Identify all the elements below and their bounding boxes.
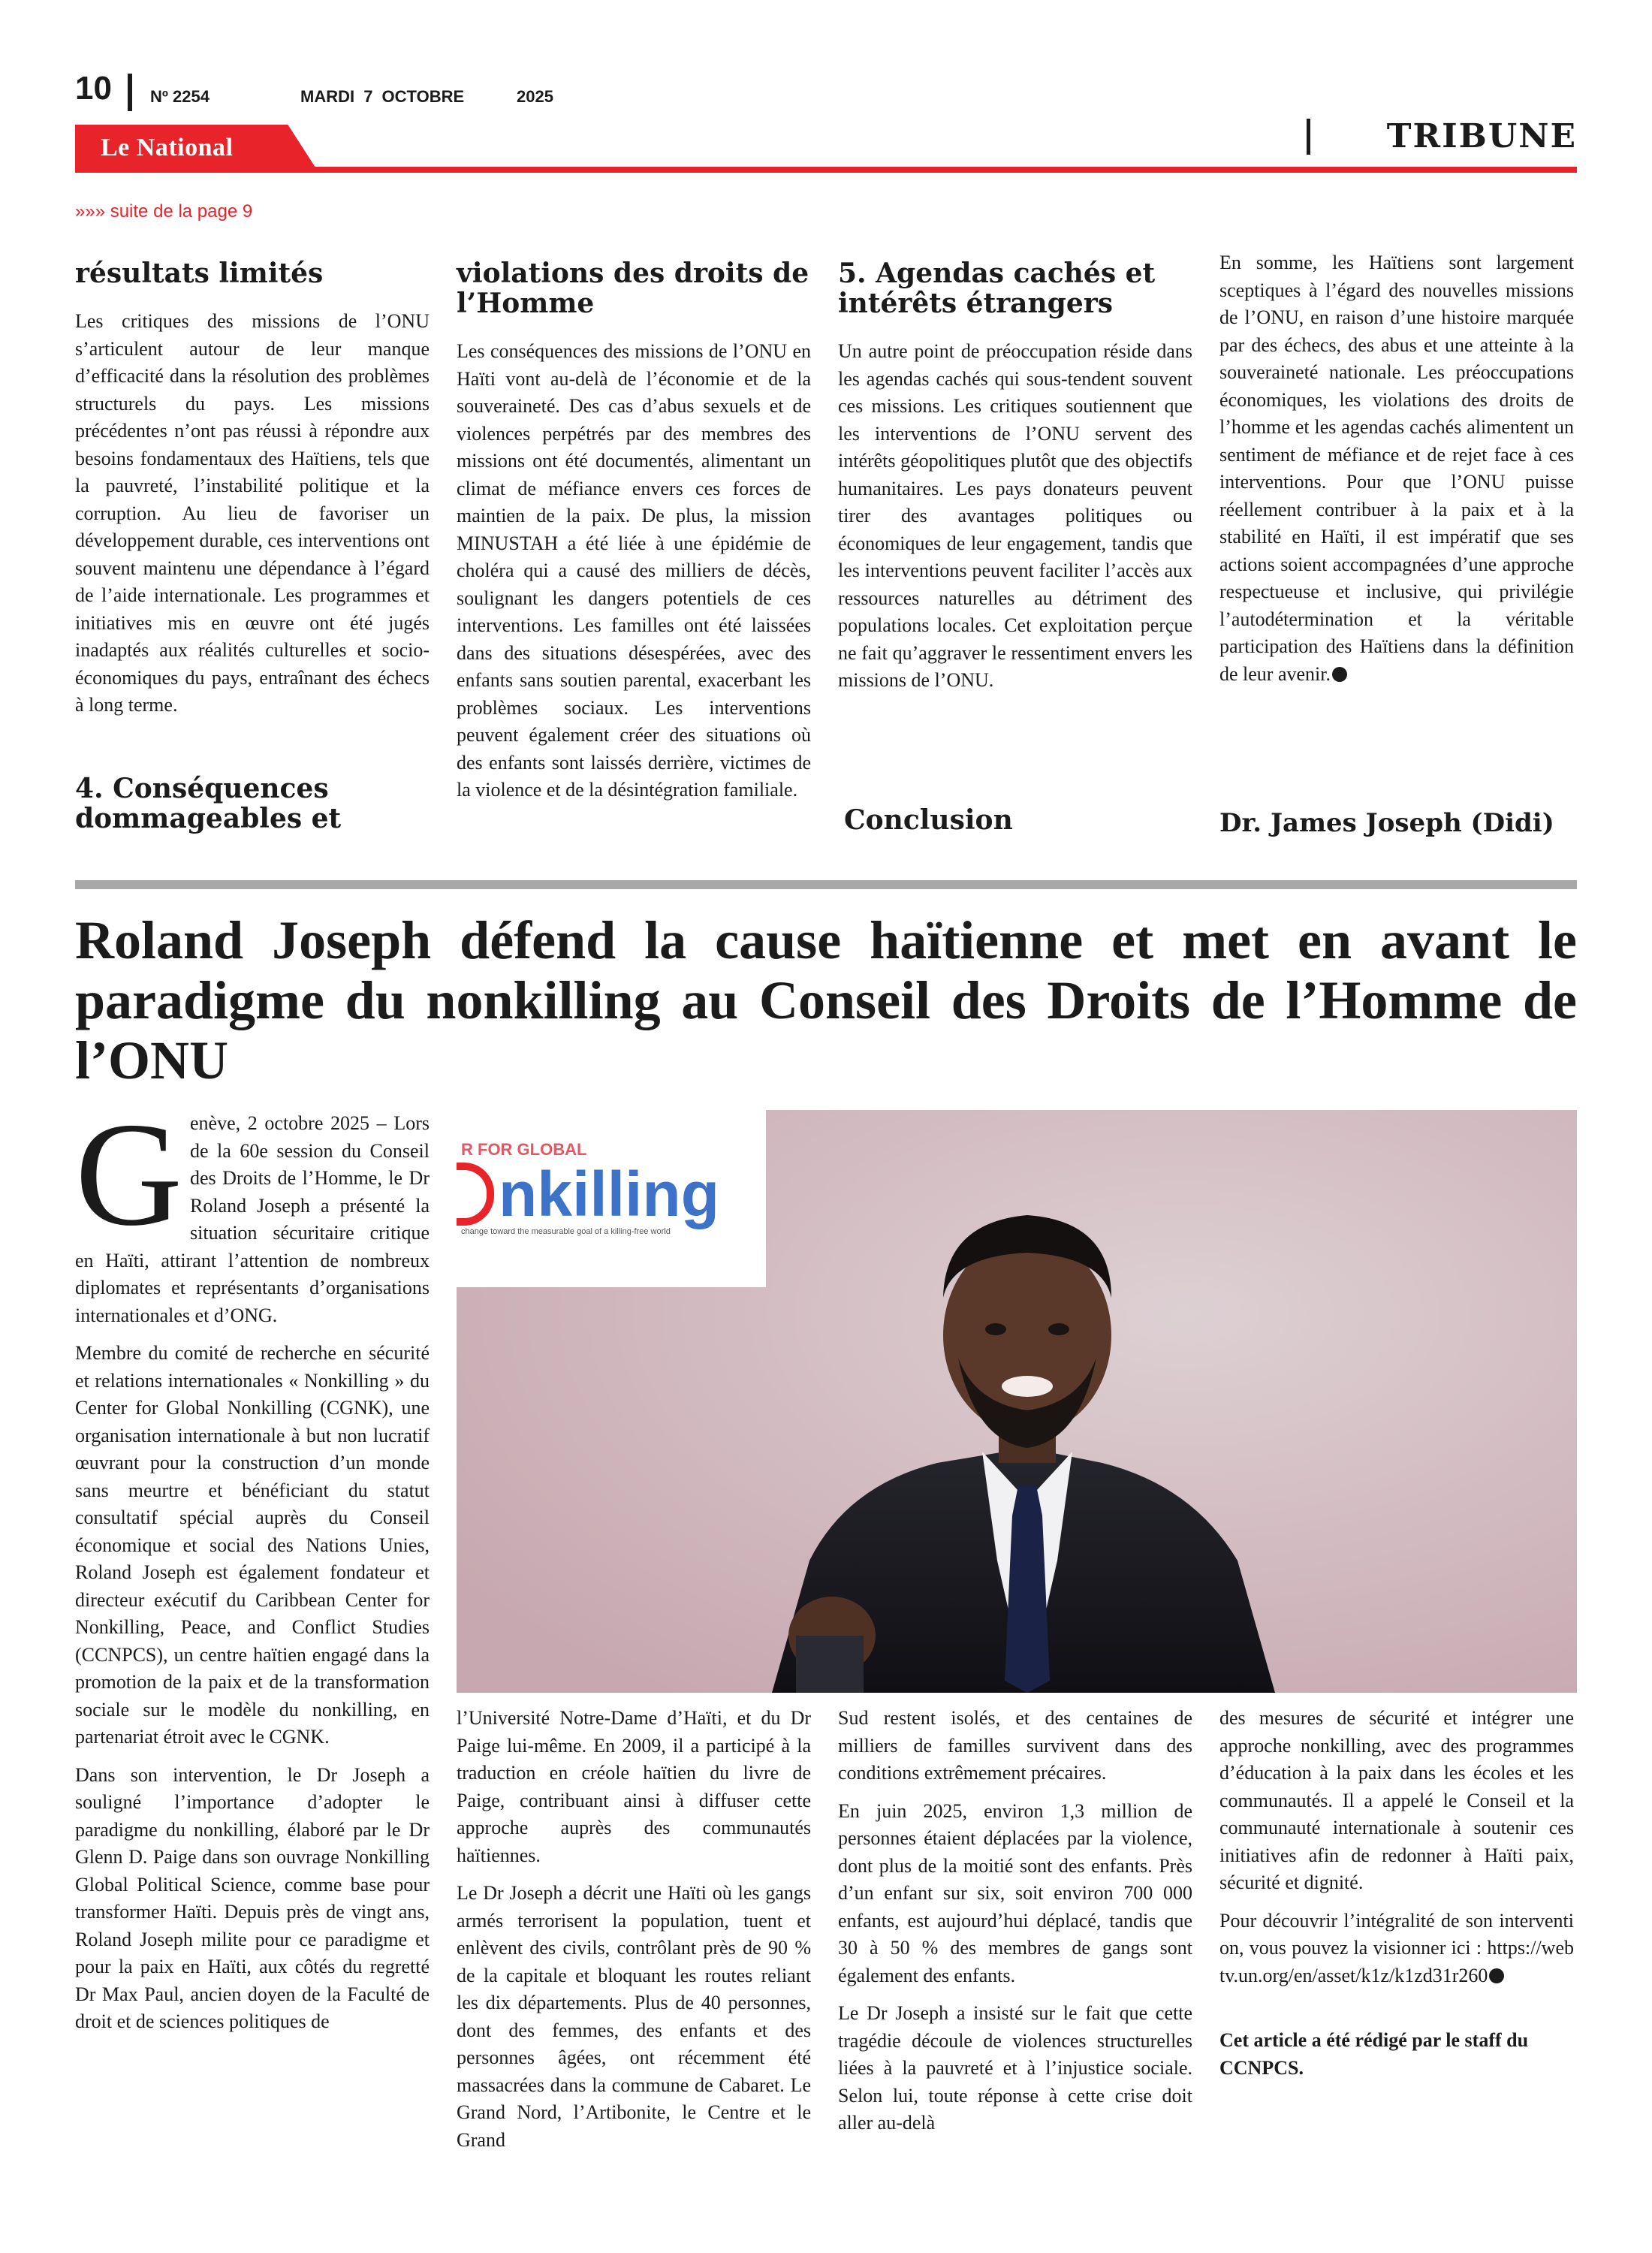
subheading-resultats: résultats limités — [75, 258, 324, 289]
top-col-4 — [1219, 249, 1574, 688]
paragraph: Pour découvrir l’intégralité de son intervention, vous pouvez la visionner ici : https://webtv.un.org/en/asset/k1z/k1zd31r260 — [1219, 1909, 1574, 1986]
paragraph: Membre du comité de recherche en sécurité et relations internationales « Nonkilling » du Center for Global Nonkilling (CGNK), une organisation internationale à but non lucratif œuvrant pour la construction d’un monde sans meurtre et bénéficiant du statut consultatif spécial auprès du Conseil économique et social des Nations Unies, Roland Joseph est également fondateur et directeur exécutif du Caribbean Center for Nonkilling, Peace, and Conflict Studies (CCNPCS), un centre haïtien engagé dans la promotion de la paix et de la transformation sociale sur le modèle du nonkilling, en partenariat étroit avec le CGNK. — [75, 1342, 430, 1748]
paragraph: Sud restent isolés, et des centaines de milliers de familles survivent dans des conditions extrêmement précaires. — [838, 1707, 1192, 1784]
logo-mark-icon — [457, 1163, 494, 1226]
header-divider — [128, 74, 132, 111]
top-col-1 — [75, 308, 430, 719]
nonkilling-banner — [457, 1140, 766, 1236]
issue-number: Nº 2254 — [150, 87, 210, 106]
end-mark-icon — [1332, 667, 1347, 682]
banner-small-text: R FOR GLOBAL — [461, 1140, 587, 1159]
paragraph: En juin 2025, environ 1,3 million de personnes étaient déplacées par la violence, dont plus de la moitié sont des enfants. Près d’un enfant sur six, soit environ 700 000 enfants, est aujourd’hui déplacé, tandis que 30 à 50 % des membres de gangs sont également des enfants. — [838, 1799, 1192, 1986]
paragraph: Le Dr Joseph a insisté sur le fait que cette tragédie découle de violences structurelles liées à la pauvreté et à l’injustice sociale. Selon lui, toute réponse à cette crise doit aller au-delà — [838, 2002, 1192, 2134]
continued-from: »»» suite de la page 9 — [75, 201, 253, 222]
main-col-3 — [838, 1705, 1192, 2137]
banner-logo-text: nkilling — [499, 1159, 719, 1229]
page-number: 10 — [75, 70, 112, 107]
paragraph: En somme, les Haïtiens sont largement sceptiques à l’égard des nouvelles missions de l’ONU, en raison d’une histoire marquée par des échecs, des abus et une atteinte à la souveraineté nationale. Les préoccupations économiques, les violations des droits de l’homme et les agendas cachés alimentent un sentiment de méfiance et de rejet face à ces interventions. Pour que l’ONU puisse réellement contribuer à la paix et à la stabilité en Haïti, il est impératif que ses actions soient accompagnées d’une approche respectueuse et inclusive, qui privilégie l’autodétermination et la véritable participation des Haïtiens dans la définition de leur avenir. — [1219, 252, 1574, 685]
article-separator — [75, 880, 1577, 889]
subheading-agendas: 5. Agendas cachés et intérêts étrangers — [838, 258, 1156, 319]
banner-tagline: change toward the measurable goal of a killing-free world — [461, 1227, 671, 1236]
subheading-violations: violations des droits de l’Homme — [457, 258, 809, 319]
article-credit: Cet article a été rédigé par le staff du CCNPCS. — [1219, 2029, 1529, 2079]
section-name: TRIBUNE — [1386, 117, 1577, 155]
top-col-2 — [457, 338, 811, 804]
subheading-conclusion: Conclusion — [844, 804, 1013, 836]
subheading-consequences: 4. Conséquences dommageables et — [75, 773, 342, 834]
newspaper-name: Le National — [101, 134, 234, 161]
article-photo — [457, 1110, 1577, 1693]
main-col-4 — [1219, 1705, 1574, 2082]
author-signature: Dr. James Joseph (Didi) — [1219, 808, 1554, 838]
paragraph: Le Dr Joseph a décrit une Haïti où les gangs armés terrorisent la population, tuent et enlèvent des civils, contrôlant près de 90 % de la capitale et bloquant les routes reliant les dix départements. Plus de 40 personnes, dont des femmes, des enfants et des personnes âgées, ont récemment été massacrées dans la commune de Cabaret. Le Grand Nord, l’Artibonite, le Centre et le Grand — [457, 1882, 811, 2151]
paragraph: des mesures de sécurité et intégrer une approche nonkilling, avec des programmes d’éducation à la paix dans les écoles et les communautés. Il a appelé le Conseil et la communauté internationale à soutenir ces initiatives afin de redonner à Haïti paix, sécurité et dignité. — [1219, 1707, 1574, 1893]
main-col-2 — [457, 1705, 811, 2154]
paragraph: Les critiques des missions de l’ONU s’articulent autour de leur manque d’efficacité dans la résolution des problèmes structurels du pays. Les missions précédentes n’ont pas réussi à répondre aux besoins fondamentaux des Haïtiens, tels que la pauvreté, l’instabilité politique et la corruption. Au lieu de favoriser un développement durable, ces interventions ont souvent maintenu une dépendance à l’égard de l’aide internationale. Les programmes et initiatives mis en œuvre ont été jugés inadaptés aux réalités culturelles et socio-économiques du pays, entraînant des échecs à long terme. — [75, 310, 430, 716]
end-mark-icon — [1489, 1968, 1504, 1983]
header-rule — [75, 167, 1577, 173]
drop-cap: G — [75, 1092, 182, 1256]
paragraph: Les conséquences des missions de l’ONU en Haïti vont au-delà de l’économie et de la souveraineté. Des cas d’abus sexuels et de violences perpétrés par des membres des missions ont été documentés, alimentant un climat de méfiance envers ces forces de maintien de la paix. De plus, la mission MINUSTAH a été liée à une épidémie de choléra qui a causé des milliers de décès, soulignant les dangers potentiels de ces interventions. Les familles ont été laissées dans des situations désespérées, avec des enfants sans soutien parental, exacerbant les problèmes sociaux. Les interventions peuvent également créer des situations où des enfants sont laissés derrière, victimes de la violence et de la désintégration familiale. — [457, 340, 811, 801]
paragraph: l’Université Notre-Dame d’Haïti, et du Dr Paige lui-même. En 2009, il a participé à la traduction en créole haïtien du livre de Paige, contribuant ainsi à diffuser cette approche auprès des communautés haïtiennes. — [457, 1707, 811, 1866]
paragraph: enève, 2 octobre 2025 – Lors de la 60e session du Conseil des Droits de l’Homme, le Dr Roland Joseph a présenté la situation sécuritaire critique en Haïti, attirant l’attention de nombreux diplomates et représentants d’organisations internationales et d’ONG. — [75, 1112, 430, 1326]
main-col-1 — [75, 1092, 430, 2036]
paragraph: Un autre point de préoccupation réside dans les agendas cachés qui sous-tendent souvent ces missions. Les critiques soutiennent que les interventions de l’ONU servent des intérêts géopolitiques plutôt que des objectifs humanitaires. Les pays donateurs peuvent tirer des avantages politiques ou économiques de leur engagement, tandis que les interventions peuvent faciliter l’accès aux ressources naturelles au détriment des populations locales. Cet exploitation perçue ne fait qu’aggraver le ressentiment envers les missions de l’ONU. — [838, 340, 1192, 691]
issue-date: MARDI 7 OCTOBRE — [300, 87, 465, 106]
paragraph: Dans son intervention, le Dr Joseph a souligné l’importance d’adopter le paradigme du nonkilling, élaboré par le Dr Glenn D. Paige dans son ouvrage Nonkilling Global Political Science, comme base pour transformer Haïti. Depuis près de vingt ans, Roland Joseph milite pour ce paradigme et pour la paix en Haïti, aux côtés du regretté Dr Max Paul, ancien doyen de la Faculté de droit et de sciences politiques de — [75, 1763, 430, 2032]
section-divider — [1307, 119, 1310, 155]
top-col-3 — [838, 338, 1192, 695]
main-headline: Roland Joseph défend la cause haïtienne et met en avant le paradigme du nonkilling au Conseil des Droits de l’Homme de l’ONU — [75, 910, 1577, 1090]
issue-year: 2025 — [517, 87, 553, 106]
